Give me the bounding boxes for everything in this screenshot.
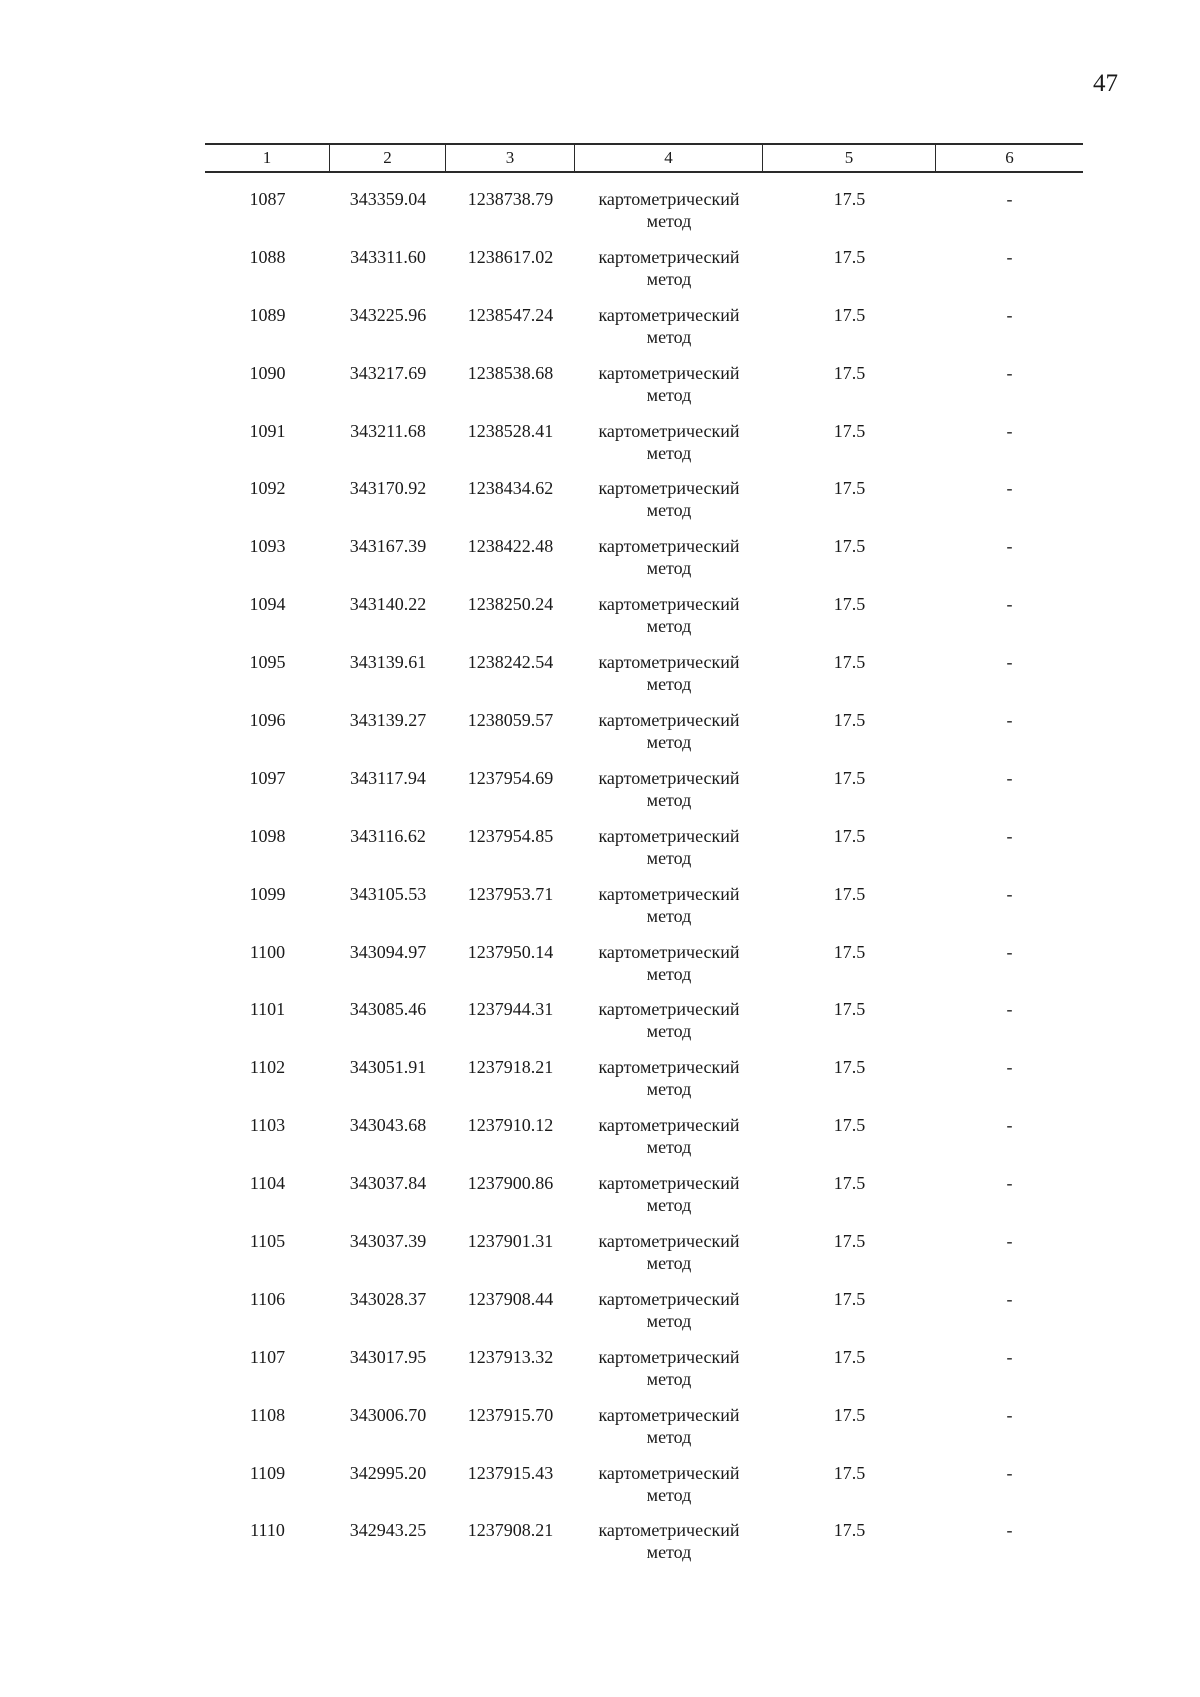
coordinate-x-cell: 343028.37 [349,1288,427,1309]
note-cell: - [1006,536,1013,557]
method-cell: картометрический метод [598,362,740,405]
point-number-cell: 1092 [249,478,286,499]
coordinate-y-cell: 1238547.24 [467,304,554,325]
method-cell: картометрический метод [598,999,740,1042]
method-cell: картометрический метод [598,1462,740,1505]
method-cell: картометрический метод [598,767,740,810]
method-cell: картометрический метод [598,420,740,463]
accuracy-cell: 17.5 [833,478,866,499]
point-number-cell: 1098 [249,825,286,846]
table-header [205,143,1083,173]
table-row [205,767,1083,825]
note-cell: - [1006,246,1013,267]
point-number-cell: 1094 [249,594,286,615]
method-cell: картометрический метод [598,1057,740,1100]
coordinate-x-cell: 343085.46 [349,999,427,1020]
coordinate-x-cell: 343139.61 [349,652,427,673]
coordinate-y-cell: 1238059.57 [467,710,554,731]
note-cell: - [1006,478,1013,499]
coordinate-y-cell: 1238738.79 [467,189,554,209]
method-cell: картометрический метод [598,304,740,347]
method-cell: картометрический метод [598,652,740,695]
coordinate-y-cell: 1238617.02 [467,246,554,267]
accuracy-cell: 17.5 [833,1057,866,1078]
coordinate-y-cell: 1237950.14 [467,941,554,962]
table-row [205,1230,1083,1288]
table-row [205,593,1083,651]
table-row [205,709,1083,767]
header-col-4: 4 [575,145,763,171]
coordinate-x-cell: 343006.70 [349,1404,427,1425]
coordinate-x-cell: 343116.62 [350,825,426,846]
accuracy-cell: 17.5 [833,999,866,1020]
point-number-cell: 1106 [249,1288,286,1309]
coordinate-y-cell: 1237915.43 [467,1462,554,1483]
accuracy-cell: 17.5 [833,1173,866,1194]
table-row [205,420,1083,478]
point-number-cell: 1099 [249,883,286,904]
accuracy-cell: 17.5 [833,941,866,962]
table-row [205,1462,1083,1520]
accuracy-cell: 17.5 [833,1115,866,1136]
coordinate-x-cell: 342995.20 [349,1462,427,1483]
accuracy-cell: 17.5 [833,710,866,731]
accuracy-cell: 17.5 [833,536,866,557]
note-cell: - [1006,1346,1013,1367]
coordinate-x-cell: 343225.96 [349,304,427,325]
point-number-cell: 1088 [249,246,286,267]
coordinate-x-cell: 343051.91 [349,1057,427,1078]
table-row [205,1404,1083,1462]
accuracy-cell: 17.5 [833,652,866,673]
coordinate-y-cell: 1237918.21 [467,1057,554,1078]
point-number-cell: 1104 [249,1173,286,1194]
coordinate-y-cell: 1237915.70 [467,1404,554,1425]
note-cell: - [1006,1173,1013,1194]
accuracy-cell: 17.5 [833,362,866,383]
accuracy-cell: 17.5 [833,304,866,325]
header-col-6: 6 [1005,148,1014,167]
accuracy-cell: 17.5 [833,189,866,209]
table-row [205,883,1083,941]
accuracy-cell: 17.5 [833,1288,866,1309]
table-row [205,998,1083,1056]
point-number-cell: 1108 [249,1404,286,1425]
header-col-5: 5 [763,145,936,171]
point-number-cell: 1097 [249,767,286,788]
coordinate-x-cell: 343037.84 [349,1173,427,1194]
coordinate-y-cell: 1237953.71 [467,883,554,904]
accuracy-cell: 17.5 [833,825,866,846]
coordinate-x-cell: 343139.27 [349,710,427,731]
accuracy-cell: 17.5 [833,1404,866,1425]
point-number-cell: 1087 [249,189,286,209]
point-number-cell: 1089 [249,304,286,325]
coordinate-y-cell: 1237908.44 [467,1288,554,1309]
coordinate-x-cell: 343359.04 [349,189,427,209]
header-col-2: 2 [330,145,446,171]
table-row [205,304,1083,362]
note-cell: - [1006,1462,1013,1483]
coordinate-x-cell: 342943.25 [349,1520,427,1541]
note-cell: - [1006,304,1013,325]
point-number-cell: 1096 [249,710,286,731]
method-cell: картометрический метод [598,1404,740,1447]
point-number-cell: 1105 [249,1231,286,1252]
method-cell: картометрический метод [598,1346,740,1389]
coordinate-y-cell: 1237908.21 [467,1520,554,1541]
table-row [205,941,1083,999]
table-row [205,1519,1083,1577]
coordinate-x-cell: 343037.39 [349,1231,427,1252]
point-number-cell: 1103 [249,1115,286,1136]
note-cell: - [1006,1057,1013,1078]
accuracy-cell: 17.5 [833,1520,866,1541]
coordinate-x-cell: 343105.53 [349,883,427,904]
method-cell: картометрический метод [598,941,740,984]
method-cell: картометрический метод [598,1231,740,1274]
page-number: 47 [1093,70,1118,97]
note-cell: - [1006,362,1013,383]
coordinate-x-cell: 343311.60 [350,246,426,267]
note-cell: - [1006,189,1013,209]
coordinate-x-cell: 343043.68 [349,1115,427,1136]
table-row [205,651,1083,709]
method-cell: картометрический метод [598,478,740,521]
coordinate-y-cell: 1238538.68 [467,362,554,383]
method-cell: картометрический метод [598,883,740,926]
table-body [205,188,1083,1577]
point-number-cell: 1110 [250,1520,285,1541]
accuracy-cell: 17.5 [833,767,866,788]
coordinate-y-cell: 1237954.69 [467,767,554,788]
coordinate-y-cell: 1238434.62 [467,478,554,499]
coordinate-x-cell: 343094.97 [349,941,427,962]
method-cell: картометрический метод [598,189,740,231]
coordinate-y-cell: 1237913.32 [467,1346,554,1367]
coordinate-y-cell: 1237944.31 [467,999,554,1020]
coordinate-y-cell: 1237901.31 [467,1231,554,1252]
note-cell: - [1006,652,1013,673]
accuracy-cell: 17.5 [833,420,866,441]
method-cell: картометрический метод [598,1173,740,1216]
coordinate-y-cell: 1238422.48 [467,536,554,557]
note-cell: - [1006,594,1013,615]
table-row [205,188,1083,246]
coordinate-x-cell: 343211.68 [350,420,426,441]
table-row [205,1288,1083,1346]
note-cell: - [1006,1404,1013,1425]
table-row [205,362,1083,420]
point-number-cell: 1093 [249,536,286,557]
point-number-cell: 1095 [249,652,286,673]
accuracy-cell: 17.5 [833,883,866,904]
method-cell: картометрический метод [598,246,740,289]
note-cell: - [1006,1520,1013,1541]
table-row [205,535,1083,593]
header-col-3: 3 [446,145,575,171]
method-cell: картометрический метод [598,710,740,753]
point-number-cell: 1107 [249,1346,286,1367]
accuracy-cell: 17.5 [833,246,866,267]
coordinate-x-cell: 343140.22 [349,594,427,615]
table-row [205,825,1083,883]
point-number-cell: 1100 [249,941,286,962]
coordinate-y-cell: 1237900.86 [467,1173,554,1194]
point-number-cell: 1109 [249,1462,286,1483]
table-row [205,1056,1083,1114]
coordinate-y-cell: 1237910.12 [467,1115,554,1136]
note-cell: - [1006,767,1013,788]
point-number-cell: 1102 [249,1057,286,1078]
accuracy-cell: 17.5 [833,1462,866,1483]
table-row [205,1114,1083,1172]
accuracy-cell: 17.5 [833,594,866,615]
coordinate-x-cell: 343170.92 [349,478,427,499]
table-row [205,477,1083,535]
coordinate-x-cell: 343117.94 [350,767,426,788]
table-row [205,1172,1083,1230]
point-number-cell: 1090 [249,362,286,383]
accuracy-cell: 17.5 [833,1346,866,1367]
note-cell: - [1006,1288,1013,1309]
accuracy-cell: 17.5 [833,1231,866,1252]
note-cell: - [1006,420,1013,441]
coordinate-y-cell: 1238528.41 [467,420,554,441]
point-number-cell: 1091 [249,420,286,441]
note-cell: - [1006,1231,1013,1252]
coordinate-y-cell: 1238242.54 [467,652,554,673]
note-cell: - [1006,825,1013,846]
note-cell: - [1006,710,1013,731]
header-col-1: 1 [205,145,330,171]
note-cell: - [1006,1115,1013,1136]
method-cell: картометрический метод [598,594,740,637]
coordinate-x-cell: 343167.39 [349,536,427,557]
table-row [205,246,1083,304]
coordinate-y-cell: 1238250.24 [467,594,554,615]
point-number-cell: 1101 [249,999,286,1020]
note-cell: - [1006,941,1013,962]
coordinate-x-cell: 343017.95 [349,1346,427,1367]
method-cell: картометрический метод [598,825,740,868]
note-cell: - [1006,999,1013,1020]
note-cell: - [1006,883,1013,904]
coordinate-y-cell: 1237954.85 [467,825,554,846]
method-cell: картометрический метод [598,1115,740,1158]
method-cell: картометрический метод [598,1520,740,1563]
method-cell: картометрический метод [598,536,740,579]
coordinate-x-cell: 343217.69 [349,362,427,383]
method-cell: картометрический метод [598,1288,740,1331]
table-row [205,1346,1083,1404]
